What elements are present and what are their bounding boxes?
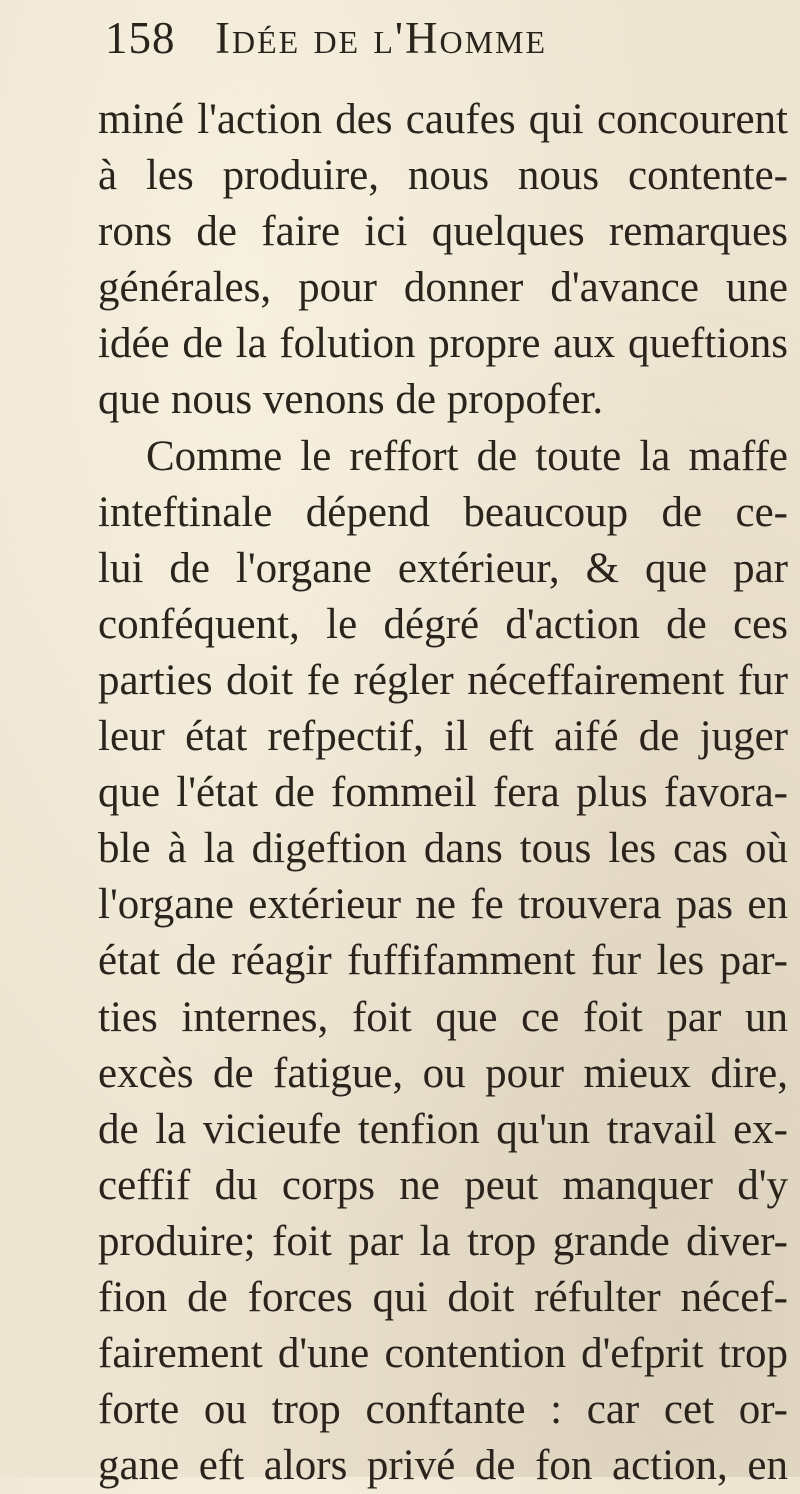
running-head [105,12,785,82]
text-line: lui de l'organe extérieur, & que par [98,544,788,592]
text-line: état de réagir fuffifamment fur les par- [98,937,788,985]
text-line: ceffif du corps ne peut manquer d'y [98,1161,788,1209]
text-line: forte ou trop conftante : car cet or- [98,1386,788,1434]
body-text [98,92,788,1494]
text-line: inteftinale dépend beaucoup de ce- [98,488,788,536]
text-line: excès de fatigue, ou pour mieux dire, [98,1049,788,1097]
text-line: l'organe extérieur ne fe trouvera pas en [98,881,788,929]
text-line: fion de forces qui doit réfulter nécef- [98,1273,788,1321]
text-line: que l'état de fommeil fera plus favora- [98,769,788,817]
text-line: à les produire, nous nous contente- [98,152,788,200]
text-line: miné l'action des caufes qui concourent [98,96,788,143]
text-line: parties doit fe régler néceffairement fur [98,656,788,704]
text-line: leur état refpectif, il eft aifé de juger [98,713,788,761]
text-line: rons de faire ici quelques remarques [98,208,788,256]
running-title: Idée de l'Homme [215,13,548,63]
text-line: fairement d'une contention d'efprit trop [98,1330,788,1378]
text-line: ble à la digeftion dans tous les cas où [98,825,788,873]
text-line: générales, pour donner d'avance une [98,264,788,312]
text-line: de la vicieufe tenfion qu'un travail ex- [98,1105,788,1153]
text-line: produire; foit par la trop grande diver- [98,1217,788,1265]
text-line: gane eft alors privé de fon action, en [98,1442,788,1490]
text-line: conféquent, le dégré d'action de ces [98,600,788,648]
page-number: 158 [105,13,176,63]
paragraph-start-line: Comme le reffort de toute la maffe [146,432,788,480]
text-line: que nous venons de propofer. [98,376,604,424]
text-line: idée de la folution propre aux queftions [98,320,788,368]
text-line: ties internes, foit que ce foit par un [98,993,788,1041]
